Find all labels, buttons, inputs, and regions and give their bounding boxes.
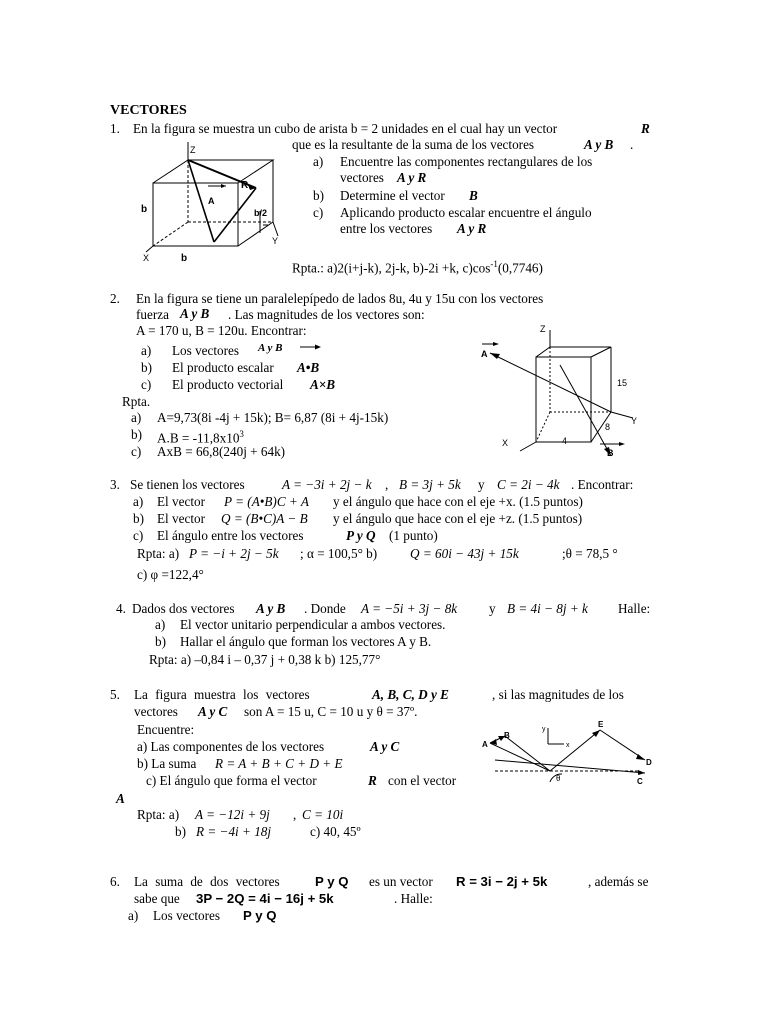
vector-symbol: A y B	[180, 306, 210, 321]
answer: Rpta: a) –0,84 i – 0,37 j + 0,38 k b) 125,77°	[149, 652, 381, 667]
item-label: c)	[313, 205, 324, 220]
problem-text: , si las magnitudes de los	[492, 687, 624, 702]
item-label: c)	[133, 528, 144, 543]
problem-text: Halle:	[618, 601, 651, 616]
vector-symbol: R	[641, 121, 650, 136]
problem-number: 3.	[110, 477, 120, 492]
problem-text: . Encontrar:	[571, 477, 634, 492]
problem-text: que es la resultante de la suma de los vectores	[292, 137, 535, 152]
math-expression: A•B	[297, 360, 320, 375]
axis-label: Z	[190, 145, 196, 155]
axis-label: Y	[631, 416, 638, 426]
vector-symbol: A y R	[457, 221, 487, 236]
equation: C = 2i − 4k	[497, 477, 560, 492]
problem-number: 2.	[110, 291, 120, 306]
item-text: Determine el vector	[340, 188, 445, 203]
item-label: a)	[131, 410, 142, 425]
equation: 3P − 2Q = 4i − 16j + 5k	[196, 891, 334, 906]
problem-text: y	[489, 601, 496, 616]
item-text: b) La suma	[137, 756, 197, 771]
problem-text: Dados dos vectores	[132, 601, 235, 616]
equation: A = −3i + 2j − k	[282, 477, 372, 492]
problem-text: Se tienen los vectores	[130, 477, 245, 492]
item-text: Los vectores	[153, 908, 221, 923]
equation: Q = 60i − 43j + 15k	[410, 546, 519, 561]
vector-label: D	[646, 758, 652, 767]
item-label: a)	[141, 343, 152, 358]
equation: P = −i + 2j − 5k	[189, 546, 279, 561]
item-label: c)	[141, 377, 152, 392]
equation: A = −5i + 3j − 8k	[361, 601, 458, 616]
problem-number: 6.	[110, 874, 120, 889]
vector-symbol: R	[368, 773, 377, 788]
answer: A=9,73(8i -4j + 15k); B= 6,87 (8i + 4j-15k)	[157, 410, 389, 425]
vector-symbol: A y C	[198, 704, 228, 719]
math-expression: A×B	[310, 377, 336, 392]
problem-text: sabe que	[134, 891, 180, 906]
equation: A = −12i + 9j	[195, 807, 270, 822]
vector-symbol: A y R	[397, 170, 427, 185]
item-label: c)	[131, 444, 142, 459]
punctuation: ,	[385, 477, 389, 492]
item-label: b)	[131, 427, 142, 442]
arrowhead-icon	[490, 353, 500, 359]
arrow-icon	[300, 343, 322, 351]
problem-text: A = 170 u, B = 120u. Encontrar:	[136, 323, 307, 338]
item-label: b)	[133, 511, 144, 526]
axis-label: X	[143, 253, 150, 263]
equation: R = −4i + 18j	[196, 824, 272, 839]
problem-text: fuerza	[136, 307, 169, 322]
item-text: El producto escalar	[172, 360, 274, 375]
answer: Rpta.: a)2(i+j-k), 2j-k, b)-2i +k, $c)\cos^{-1}(0,7746)$	[292, 259, 543, 276]
vector-symbol: A y B	[584, 137, 614, 152]
problem-text: . Donde	[304, 601, 346, 616]
answer: $A.B = -11,8x10^3$	[157, 429, 244, 446]
item-label: a)	[133, 494, 144, 509]
item-text: El vector	[157, 494, 205, 509]
dimension-label: 8	[605, 422, 611, 432]
page-title: VECTORES	[110, 103, 187, 118]
vector-symbol: A	[116, 791, 125, 806]
answer: ; α = 100,5° b)	[300, 546, 378, 561]
equation: B = 3j + 5k	[399, 477, 461, 492]
problem-text: En la figura se muestra un cubo de arista b = 2 unidades en el cual hay un vector	[133, 121, 558, 136]
parallelepiped-figure	[478, 320, 648, 465]
vector-symbol: A, B, C, D y E	[372, 687, 449, 702]
item-text: El ángulo entre los vectores	[157, 528, 304, 543]
item-label: b)	[155, 634, 166, 649]
item-label: b)	[141, 360, 152, 375]
answer-label: Rpta: a)	[137, 546, 180, 561]
vector-symbol: A y B	[256, 601, 286, 616]
problem-text: son A = 15 u, C = 10 u y θ = 37º.	[244, 704, 418, 719]
vector-symbol: P y Q	[346, 528, 376, 543]
answer-label: b)	[175, 824, 186, 839]
equation: P = (A•B)C + A	[224, 494, 309, 509]
cube-figure	[138, 140, 288, 266]
equation: C = 10i	[302, 807, 344, 822]
item-text: a) Las componentes de los vectores	[137, 739, 325, 754]
vector-label: C	[637, 777, 643, 786]
answer: ;θ = 78,5 °	[562, 546, 618, 561]
item-text: El producto vectorial	[172, 377, 284, 392]
problem-number: 4.	[116, 601, 126, 616]
punctuation: .	[630, 137, 634, 152]
item-text: Los vectores	[172, 343, 240, 358]
item-text: y el ángulo que hace con el eje +z. (1.5 puntos)	[333, 511, 583, 526]
item-label: a)	[155, 617, 166, 632]
item-text: y el ángulo que hace con el eje +x. (1.5 puntos)	[333, 494, 583, 509]
answer: c) φ =122,4°	[137, 567, 204, 582]
equation: R = 3i − 2j + 5k	[456, 874, 548, 889]
item-text: entre los vectores	[340, 221, 433, 236]
problem-text: y	[478, 477, 485, 492]
equation: B = 4i − 8j + k	[507, 601, 588, 616]
axis-label: Z	[540, 324, 546, 334]
vector-label: R	[241, 180, 249, 191]
item-text: El vector	[157, 511, 205, 526]
axis-label: x	[566, 742, 570, 749]
item-text: Encuentre las componentes rectangulares de los	[340, 154, 593, 169]
vector-symbol: P y Q	[243, 908, 277, 923]
answer-label: Rpta.	[122, 394, 151, 409]
problem-text: En la figura se tiene un paralelepípedo de lados 8u, 4u y 15u con los vectores	[136, 291, 544, 306]
item-text: Hallar el ángulo que forman los vectores A y B.	[180, 634, 432, 649]
punctuation: ,	[293, 807, 297, 822]
vector-label: B	[504, 731, 510, 740]
problem-text: . Las magnitudes de los vectores son:	[228, 307, 425, 322]
vector-symbol: B	[469, 188, 478, 203]
problem-number: 1.	[110, 121, 120, 136]
vector-symbol: P y Q	[315, 874, 349, 889]
problem-text: vectores	[134, 704, 178, 719]
problem-text: es un vector	[369, 874, 433, 889]
item-text: c) El ángulo que forma el vector	[146, 773, 317, 788]
vector-symbol: A y C	[370, 739, 400, 754]
vector-label: B	[607, 448, 614, 458]
answer-label: Rpta: a)	[137, 807, 180, 822]
vector-label: A	[208, 196, 215, 206]
problem-text: La figura muestra los vectores	[134, 687, 310, 702]
problem-text: , además se	[588, 874, 649, 889]
edge-label: b	[141, 204, 148, 215]
dimension-label: 4	[562, 436, 568, 446]
item-label: b)	[313, 188, 324, 203]
item-label: a)	[313, 154, 324, 169]
edge-label: b	[181, 253, 188, 264]
answer: AxB = 66,8(240j + 64k)	[157, 444, 286, 459]
equation: Q = (B•C)A − B	[221, 511, 308, 526]
vector-symbol: A y B	[258, 342, 283, 354]
problem-text: . Halle:	[394, 891, 433, 906]
axis-label: y	[542, 726, 546, 733]
equation: R = A + B + C + D + E	[215, 756, 343, 771]
item-text: El vector unitario perpendicular a ambos vectores.	[180, 617, 446, 632]
vector-label: A	[482, 740, 488, 749]
axis-label: Y	[272, 236, 279, 246]
item-text: Aplicando producto escalar encuentre el ángulo	[340, 205, 592, 220]
problem-text: La suma de dos vectores	[134, 874, 280, 889]
answer: c) 40, 45º	[310, 824, 361, 839]
angle-label: θ	[556, 774, 561, 783]
item-label: a)	[128, 908, 139, 923]
problem-number: 5.	[110, 687, 120, 702]
item-text: con el vector	[388, 773, 457, 788]
edge-label: b/2	[254, 208, 268, 218]
problem-text: Encuentre:	[137, 722, 195, 737]
vectors-figure	[480, 716, 660, 788]
vector-label: E	[598, 720, 604, 729]
dimension-label: 15	[617, 378, 628, 388]
axis-label: X	[502, 438, 509, 448]
item-text: (1 punto)	[389, 528, 438, 543]
vector-label: A	[481, 349, 488, 359]
item-text: vectores	[340, 170, 384, 185]
